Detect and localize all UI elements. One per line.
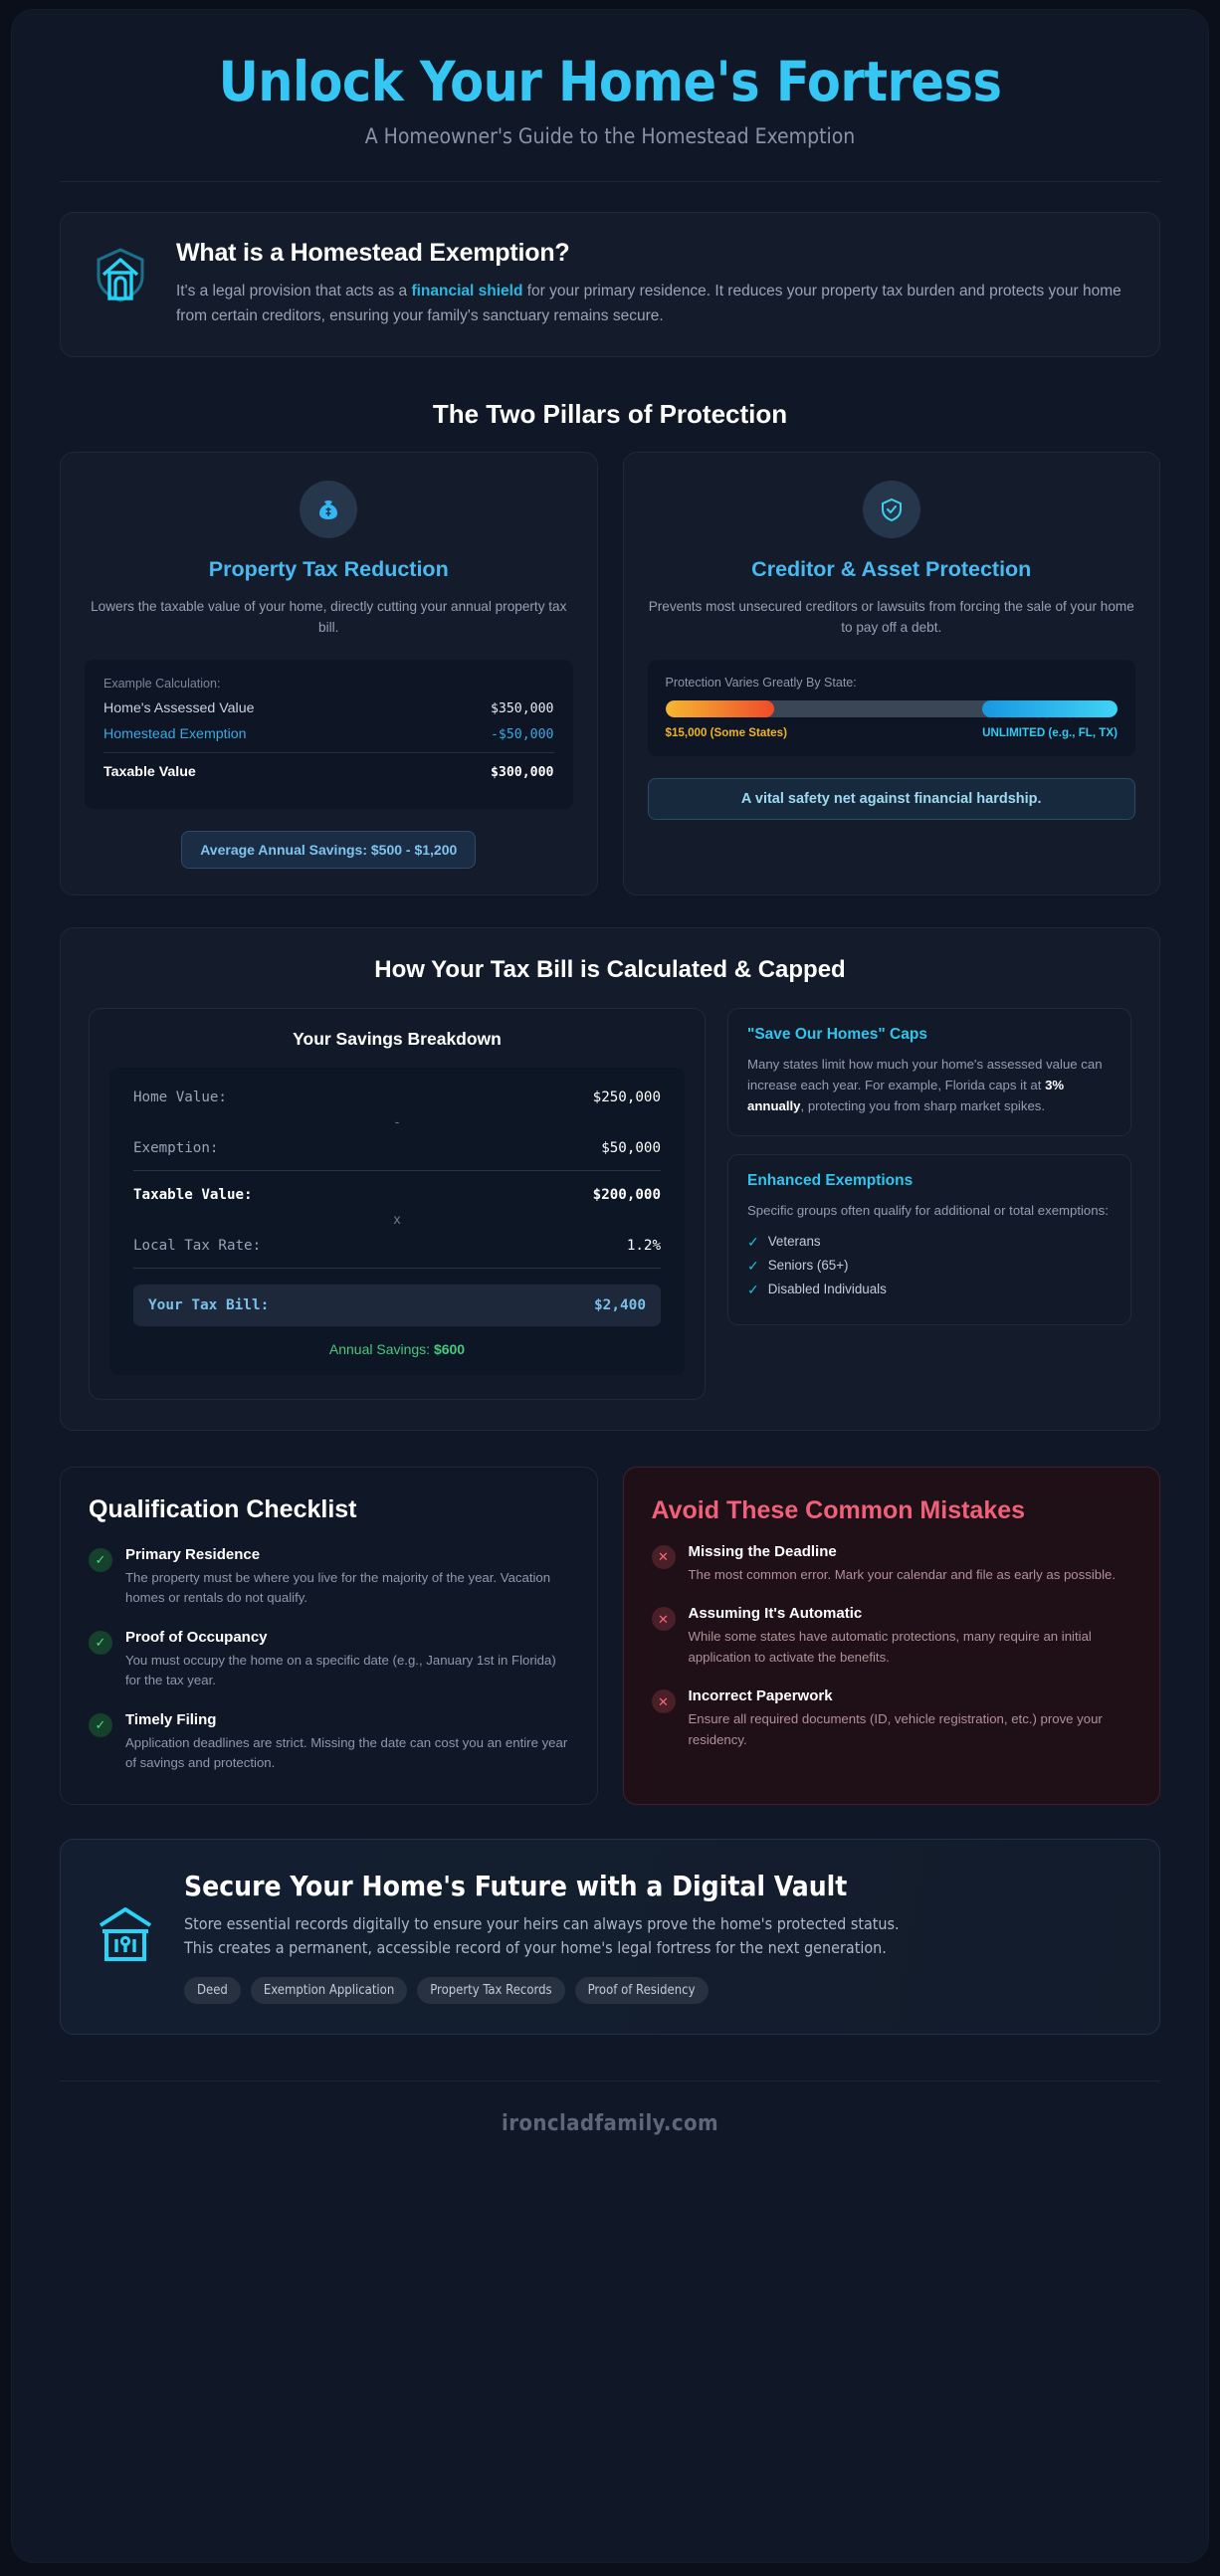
x-circle-icon: ✕: [652, 1607, 676, 1631]
enhanced-exemptions-desc: Specific groups often qualify for additional or total exemptions:: [747, 1203, 1109, 1219]
example-calculation-label: Example Calculation:: [103, 676, 221, 691]
bar-segment-high: [982, 700, 1118, 717]
caps-text-1: Many states limit how much your home's assessed value can increase each year. For example, Florida caps it at: [747, 1056, 1103, 1092]
row-key: Your Tax Bill:: [148, 1296, 270, 1313]
row-key: Exemption:: [133, 1139, 219, 1156]
check-circle-icon: ✓: [89, 1631, 112, 1655]
item-title: Assuming It's Automatic: [688, 1605, 863, 1623]
row-value: $50,000: [601, 1139, 661, 1156]
item-text: Application deadlines are strict. Missing the date can cost you an entire year of savings and protection.: [125, 1734, 568, 1771]
list-item: [652, 1605, 1132, 1668]
calc-row-assessed-value: [103, 700, 554, 716]
digital-vault-line-1: Store essential records digitally to ensure your heirs can always prove the home's protected status.: [184, 1913, 900, 1933]
pillar-tax-title: Property Tax Reduction: [208, 556, 449, 581]
pillar-creditor-desc: Prevents most unsecured creditors or lawsuits from forcing the sale of your home to pay off a debt.: [648, 598, 1134, 635]
pillars-row: [60, 452, 1160, 895]
item-title: Missing the Deadline: [688, 1542, 837, 1560]
bank-vault-icon: [95, 1903, 156, 1970]
house-shield-icon: [91, 245, 150, 309]
check-circle-icon: ✓: [89, 1548, 112, 1572]
list-item: [747, 1234, 1112, 1249]
check-icon: ✓: [747, 1233, 759, 1250]
row-value: 1.2%: [626, 1237, 661, 1254]
breakdown-row-tax-bill: [133, 1285, 661, 1326]
calc-key: Home's Assessed Value: [103, 699, 255, 716]
common-mistakes-card: [623, 1467, 1161, 1805]
breakdown-divider-2: [133, 1268, 661, 1269]
row-key: Home Value:: [133, 1089, 227, 1105]
breakdown-row-taxable-value: [133, 1187, 661, 1203]
calc-value: $350,000: [490, 700, 554, 716]
intro-paragraph: [176, 279, 1129, 328]
chip-deed: Deed: [184, 1977, 241, 2004]
pillar-tax-desc: Lowers the taxable value of your home, directly cutting your annual property tax bill.: [91, 598, 567, 635]
caps-bold: 3% annually: [747, 1077, 1065, 1114]
bar-label-high: UNLIMITED (e.g., FL, TX): [982, 725, 1118, 739]
breakdown-divider: [133, 1170, 661, 1171]
intro-heading: What is a Homestead Exemption?: [176, 238, 570, 267]
pillar-card-creditor-protection: [623, 452, 1161, 895]
tax-calculation-heading: How Your Tax Bill is Calculated & Capped: [374, 955, 846, 983]
calc-value: -$50,000: [490, 726, 554, 742]
checklist-mistakes-row: [60, 1467, 1160, 1805]
list-item: [89, 1711, 569, 1774]
row-value: $200,000: [592, 1186, 661, 1203]
chip-proof-of-residency: Proof of Residency: [575, 1977, 709, 2004]
qualification-checklist-title: Qualification Checklist: [89, 1494, 357, 1523]
row-value: $250,000: [592, 1089, 661, 1105]
item-text: You must occupy the home on a specific date (e.g., January 1st in Florida) for the tax year.: [125, 1652, 556, 1688]
intro-text-2: for your primary residence. It reduces your property tax burden and protects your home from certain creditors, ensuring your family's sanctuary remains secure.: [176, 282, 1121, 324]
tax-calculation-section: [60, 927, 1160, 1431]
item-text: The property must be where you live for the majority of the year. Vacation homes or rentals do not qualify.: [125, 1569, 551, 1606]
footer-brand: ironcladfamily.com: [502, 2111, 718, 2137]
check-icon: ✓: [747, 1281, 759, 1297]
list-item: [747, 1282, 1112, 1296]
intro-card: [60, 212, 1160, 357]
intro-text-1: It's a legal provision that acts as a: [176, 282, 412, 299]
intro-highlight: financial shield: [411, 282, 523, 299]
common-mistakes-title: Avoid These Common Mistakes: [651, 1495, 1026, 1524]
chip-exemption-application: Exemption Application: [251, 1977, 407, 2004]
money-bag-icon: [300, 481, 357, 538]
annual-savings-label: Annual Savings:: [328, 1340, 434, 1357]
row-value: $2,400: [594, 1296, 646, 1313]
bar-label-low: $15,000 (Some States): [665, 725, 787, 739]
savings-breakdown-table: [109, 1068, 685, 1375]
list-item: [652, 1543, 1132, 1585]
digital-vault-card: [60, 1839, 1160, 2036]
breakdown-row-home-value: [133, 1090, 661, 1105]
bar-segment-low: [666, 700, 774, 717]
state-protection-label: Protection Varies Greatly By State:: [665, 675, 857, 690]
list-item: [89, 1546, 569, 1609]
annual-savings-value: $600: [433, 1340, 466, 1357]
item-title: Proof of Occupancy: [125, 1628, 268, 1646]
list-item: [747, 1258, 1112, 1273]
operator-minus: -: [393, 1114, 401, 1130]
protection-range-bar: [666, 700, 1118, 717]
calc-value: $300,000: [490, 764, 554, 780]
list-item-label: Seniors (65+): [767, 1258, 849, 1274]
list-item: [89, 1629, 569, 1691]
save-our-homes-card: [727, 1008, 1131, 1136]
safety-net-note: A vital safety net against financial hardship.: [648, 778, 1136, 820]
list-item-label: Veterans: [767, 1234, 821, 1250]
state-protection-box: [648, 660, 1136, 756]
enhanced-exemptions-card: [727, 1154, 1131, 1325]
check-circle-icon: ✓: [89, 1713, 112, 1737]
tax-side-panels: [727, 1008, 1131, 1326]
savings-breakdown-panel: [89, 1008, 706, 1400]
digital-vault-title: Secure Your Home's Future with a Digital Vault: [184, 1869, 848, 1902]
annual-savings-line: [133, 1341, 661, 1357]
operator-times: x: [393, 1212, 401, 1228]
example-calculation-box: [85, 660, 573, 809]
savings-breakdown-title: Your Savings Breakdown: [293, 1028, 502, 1049]
qualification-checklist-card: [60, 1467, 598, 1805]
save-our-homes-title: "Save Our Homes" Caps: [747, 1025, 927, 1043]
tax-calculation-grid: [89, 1008, 1131, 1400]
pillar-creditor-title: Creditor & Asset Protection: [751, 556, 1032, 581]
infographic-sheet: [12, 10, 1208, 2562]
list-item-label: Disabled Individuals: [767, 1282, 887, 1297]
item-title: Timely Filing: [125, 1710, 217, 1728]
document-chips: [184, 1977, 900, 2004]
page-title: Unlock Your Home's Fortress: [218, 50, 1002, 113]
breakdown-row-tax-rate: [133, 1238, 661, 1254]
item-text: Ensure all required documents (ID, vehicle registration, etc.) prove your residency.: [688, 1711, 1103, 1747]
shield-check-icon: [863, 481, 920, 538]
item-title: Incorrect Paperwork: [688, 1687, 833, 1705]
digital-vault-line-2: This creates a permanent, accessible record of your home's legal fortress for the next generation.: [184, 1938, 887, 1958]
row-key: Taxable Value:: [133, 1186, 253, 1203]
average-savings-badge: Average Annual Savings: $500 - $1,200: [181, 831, 476, 869]
calc-key: Taxable Value: [103, 763, 196, 780]
caps-text-2: , protecting you from sharp market spikes.: [800, 1098, 1046, 1114]
enhanced-exemptions-title: Enhanced Exemptions: [747, 1172, 914, 1190]
pillar-card-tax-reduction: [60, 452, 598, 895]
enhanced-exemptions-list: [747, 1234, 1112, 1296]
page-subtitle: A Homeowner's Guide to the Homestead Exemption: [364, 123, 856, 148]
save-our-homes-text: [747, 1054, 1112, 1116]
header-divider: [60, 181, 1160, 182]
x-circle-icon: ✕: [652, 1689, 676, 1713]
calc-divider: [103, 752, 554, 753]
row-key: Local Tax Rate:: [133, 1237, 262, 1254]
list-item: [652, 1687, 1132, 1750]
calc-row-homestead-exemption: [103, 726, 554, 742]
chip-property-tax-records: Property Tax Records: [417, 1977, 564, 2004]
x-circle-icon: ✕: [652, 1545, 676, 1569]
hero-header: [60, 10, 1160, 148]
item-text: While some states have automatic protections, many require an initial application to activate the benefits.: [688, 1629, 1092, 1665]
item-title: Primary Residence: [125, 1545, 261, 1563]
calc-key: Homestead Exemption: [103, 725, 247, 742]
check-icon: ✓: [747, 1257, 759, 1274]
breakdown-row-exemption: [133, 1140, 661, 1156]
calc-row-taxable-value: [103, 764, 554, 780]
protection-range-labels: [666, 726, 1118, 739]
item-text: The most common error. Mark your calendar and file as early as possible.: [688, 1566, 1117, 1582]
pillars-section-title: The Two Pillars of Protection: [432, 398, 788, 429]
